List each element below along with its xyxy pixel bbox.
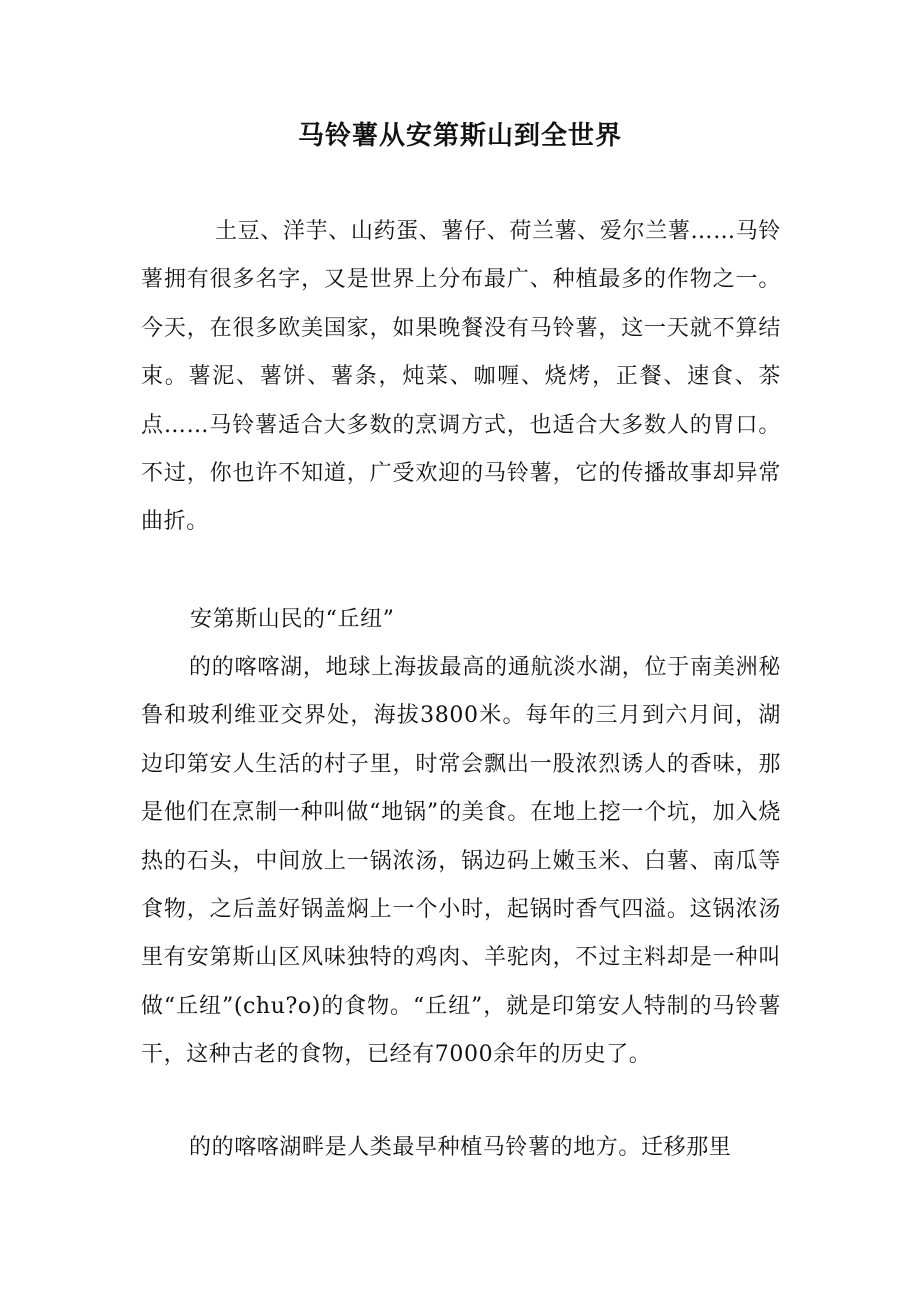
body-paragraph: 的的喀喀湖，地球上海拔最高的通航淡水湖，位于南美洲秘鲁和玻利维亚交界处，海拔3800米。每年的三月到六月间，湖边印第安人生活的村子里，时常会飘出一股浓烈诱人的香味，那是他们在烹制一种叫做“地锅”的美食。在地上挖一个坑，加入烧热的石头，中间放上一锅浓汤，锅边码上嫩玉米、白薯、南瓜等食物，之后盖好锅盖焖上一个小时，起锅时香气四溢。这锅浓汤里有安第斯山区风味独特的鸡肉、羊驼肉，不过主料却是一种叫做“丘纽”(chu?o)的食物。“丘纽”，就是印第安人特制的马铃薯干，这种古老的食物，已经有7000余年的历史了。 (141, 655, 781, 1068)
intro-paragraph: 土豆、洋芋、山药蛋、薯仔、荷兰薯、爱尔兰薯……马铃薯拥有很多名字，又是世界上分布最广、种植最多的作物之一。今天，在很多欧美国家，如果晚餐没有马铃薯，这一天就不算结束。薯泥、薯饼、薯条，炖菜、咖喱、烧烤，正餐、速食、茶点……马铃薯适合大多数的烹调方式，也适合大多数人的胃口。不过，你也许不知道，广受欢迎的马铃薯，它的传播故事却异常曲折。 (141, 219, 781, 535)
body-paragraph-continued: 的的喀喀湖畔是人类最早种植马铃薯的地方。迁移那里 (189, 1135, 732, 1160)
section-heading: 安第斯山民的“丘纽” (190, 607, 395, 632)
page-title: 马铃薯从安第斯山到全世界 (297, 121, 622, 151)
